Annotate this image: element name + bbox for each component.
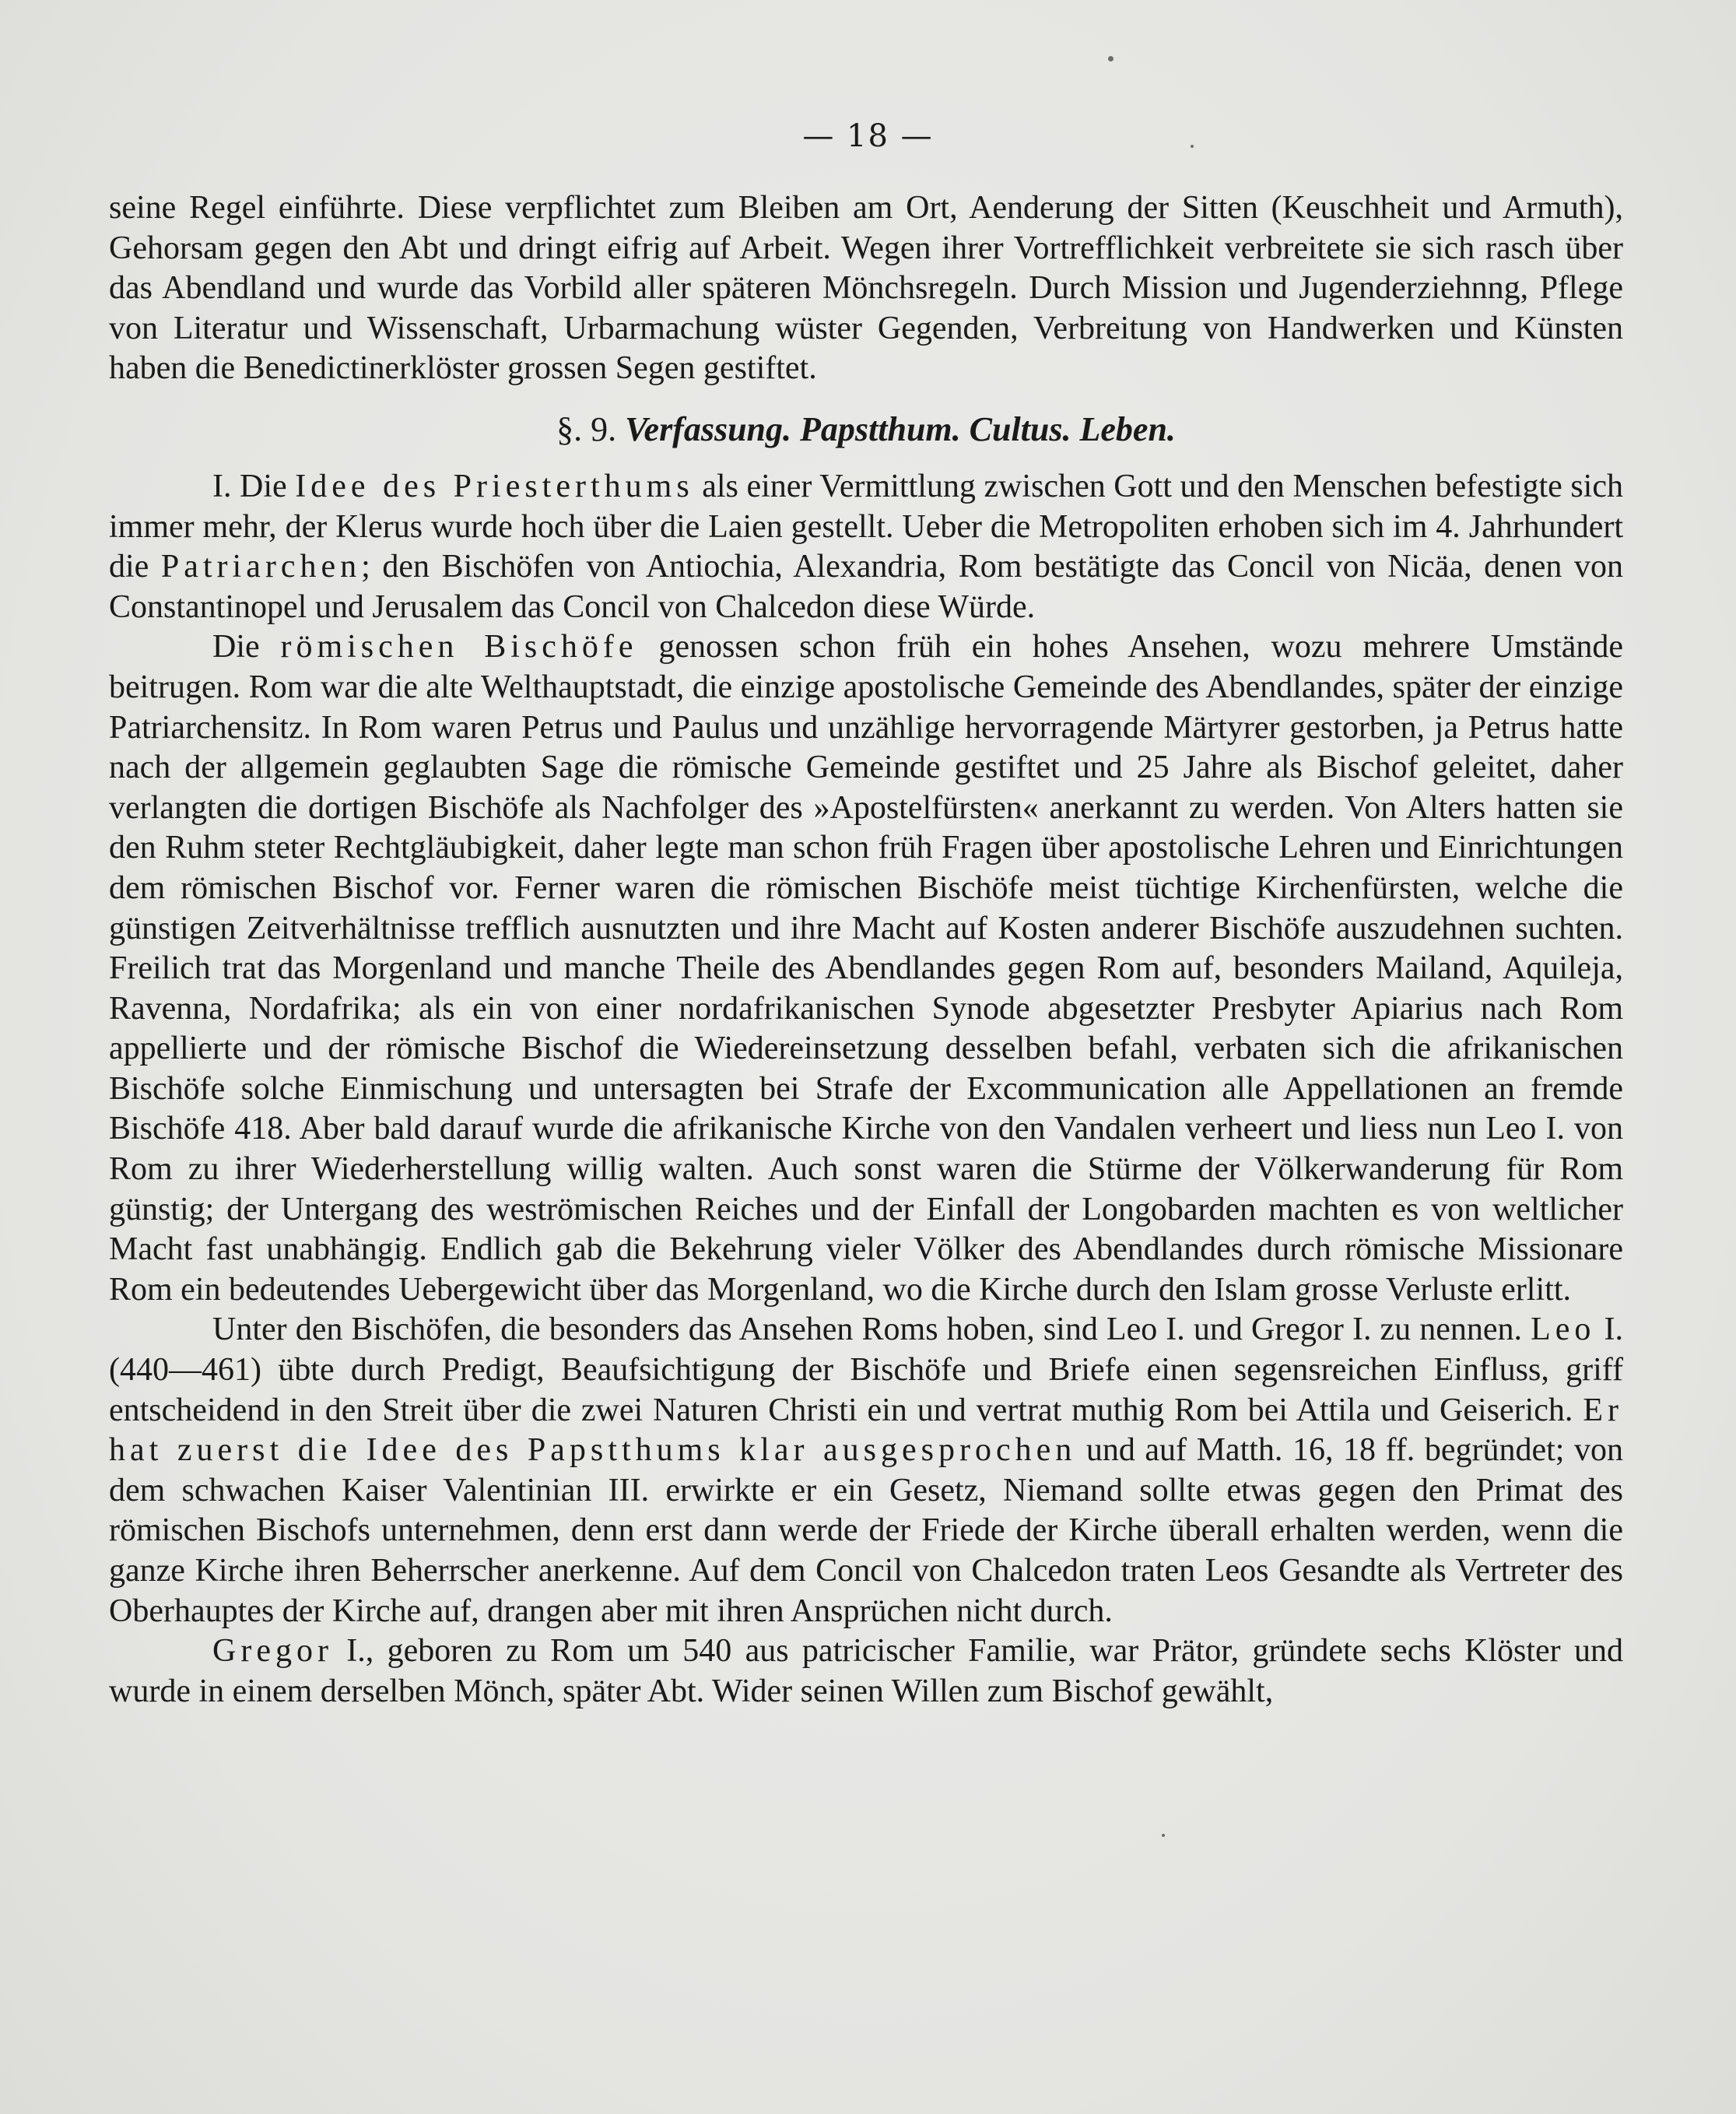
section-title: Verfassung. Papstthum. Cultus. Leben. <box>625 409 1176 448</box>
paper-speck <box>1108 56 1113 61</box>
paragraph-leo <box>109 1310 1623 1631</box>
emphasis-spaced: Patriarchen <box>160 549 362 585</box>
section-heading <box>109 406 1623 453</box>
paragraph-roman-bishops <box>109 627 1623 1310</box>
paper-speck <box>1162 1834 1165 1837</box>
page-number: — 18 — <box>802 118 934 154</box>
text-run: I. (440—461) übte durch Predigt, Beaufsichtigung der Bischöfe und Briefe einen segensreichen Einfluss, griff entscheidend in den Streit über die zwei Naturen Christi ein und vertrat muthig Rom bei Attila und Geiserich. <box>109 1312 1623 1428</box>
section-number: §. 9. <box>556 409 617 448</box>
paragraph-benedictine-rule: seine Regel einführte. Diese verpflichtet zum Bleiben am Ort, Aenderung der Sitten (Keuschheit und Armuth), Gehorsam gegen den Abt und dringt eifrig auf Arbeit. Wegen ihrer Vortrefflichkeit verbreitete sie sich rasch über das Abendland und wurde das Vorbild aller späteren Mönchsregeln. Durch Mission und Jugenderziehnng, Pflege von Literatur und Wissenschaft, Urbarmachung wüster Gegenden, Verbreitung von Handwerken und Künsten haben die Benedictinerklöster grossen Segen gestiftet. <box>109 190 1623 387</box>
text-run: Die <box>212 629 260 665</box>
body-text <box>109 188 1623 1712</box>
paragraph-gregor <box>109 1631 1623 1712</box>
text-run: genossen schon früh ein hohes Ansehen, wozu mehrere Umstände beitrugen. Rom war die alte Welthauptstadt, die einzige apostolische Gemeinde des Abendlandes, später der einzige Patriarchensitz. In Rom waren Petrus und Paulus und unzählige hervorragende Märtyrer gestorben, ja Petrus hatte nach der allgemein geglaubten Sage die römische Gemeinde gestiftet und 25 Jahre als Bischof geleitet, daher verlangten die dortigen Bischöfe als Nachfolger des »Apostelfürsten« anerkannt zu werden. Von Alters hatten sie den Ruhm steter Rechtgläubigkeit, daher legte man schon früh Fragen über apostolische Lehren und Einrichtungen dem römischen Bischof vor. Ferner waren die römischen Bischöfe meist tüchtige Kirchenfürsten, welche die günstigen Zeitverhältnisse trefflich ausnutzten und ihre Macht auf Kosten anderer Bischöfe auszudehnen suchten. Freilich trat das Morgenland und manche Theile des Abendlandes gegen Rom auf, besonders Mailand, Aquileja, Ravenna, Nordafrika; als ein von einer nordafrikanischen Synode abgesetzter Presbyter Apiarius nach Rom appellierte und der römische Bischof die Wiedereinsetzung desselben befahl, verbaten sich die afrikanischen Bischöfe solche Einmischung und untersagten bei Strafe der Excommunication alle Appellationen an fremde Bischöfe 418. Aber bald darauf wurde die afrikanische Kirche von den Vandalen verheert und liess nun Leo I. von Rom zu ihrer Wiederherstellung willig walten. Auch sonst waren die Stürme der Völkerwanderung für Rom günstig; der Untergang des weströmischen Reiches und der Einfall der Longobarden machten es von weltlicher Macht fast unabhängig. Endlich gab die Bekehrung vieler Völker des Abendlandes durch römische Missionare Rom ein bedeutendes Uebergewicht über das Morgenland, wo die Kirche durch den Islam grosse Verluste erlitt. <box>109 629 1624 1308</box>
text-run: ; den Bischöfen von Antiochia, Alexandria, Rom bestätigte das Concil von Nicäa, denen von Constantinopel und Jerusalem das Concil von Chalcedon diese Würde. <box>109 549 1624 625</box>
text-run: I. Die <box>212 468 287 504</box>
emphasis-spaced: Leo <box>1531 1312 1596 1348</box>
paragraph-priesthood <box>109 467 1623 627</box>
emphasis-spaced: Gregor <box>212 1633 333 1670</box>
text-run: I., geboren zu Rom um 540 aus patricischer Familie, war Prätor, gründete sechs Klöster und wurde in einem derselben Mönch, später Abt. Wider seinen Willen zum Bischof gewählt, <box>109 1633 1623 1709</box>
text-run: als einer Vermittlung zwischen Gott und den Menschen befestigte sich immer mehr, der Klerus wurde hoch über die Laien gestellt. Ueber die Metropoliten erhoben sich im 4. Jahrhundert die <box>109 468 1623 585</box>
text-run: Unter den Bischöfen, die besonders das Ansehen Roms hoben, sind Leo I. und Gregor I. zu nennen. <box>212 1312 1523 1348</box>
emphasis-spaced: Er hat zuerst die Idee des Papstthums klar ausgesprochen <box>109 1392 1623 1469</box>
emphasis-spaced: Idee des Priesterthums <box>295 468 694 504</box>
text-run: und auf Matth. 16, 18 ff. begründet; von dem schwachen Kaiser Valentinian III. erwirkte er ein Gesetz, Niemand sollte etwas gegen den Primat des römischen Bischofs unternehmen, denn erst dann werde der Friede der Kirche überall erhalten werden, wenn die ganze Kirche ihren Beherrscher anerkenne. Auf dem Concil von Chalcedon traten Leos Gesandte als Vertreter des Oberhauptes der Kirche auf, drangen aber mit ihren Ansprüchen nicht durch. <box>109 1432 1623 1629</box>
emphasis-spaced: römischen Bischöfe <box>280 629 638 665</box>
